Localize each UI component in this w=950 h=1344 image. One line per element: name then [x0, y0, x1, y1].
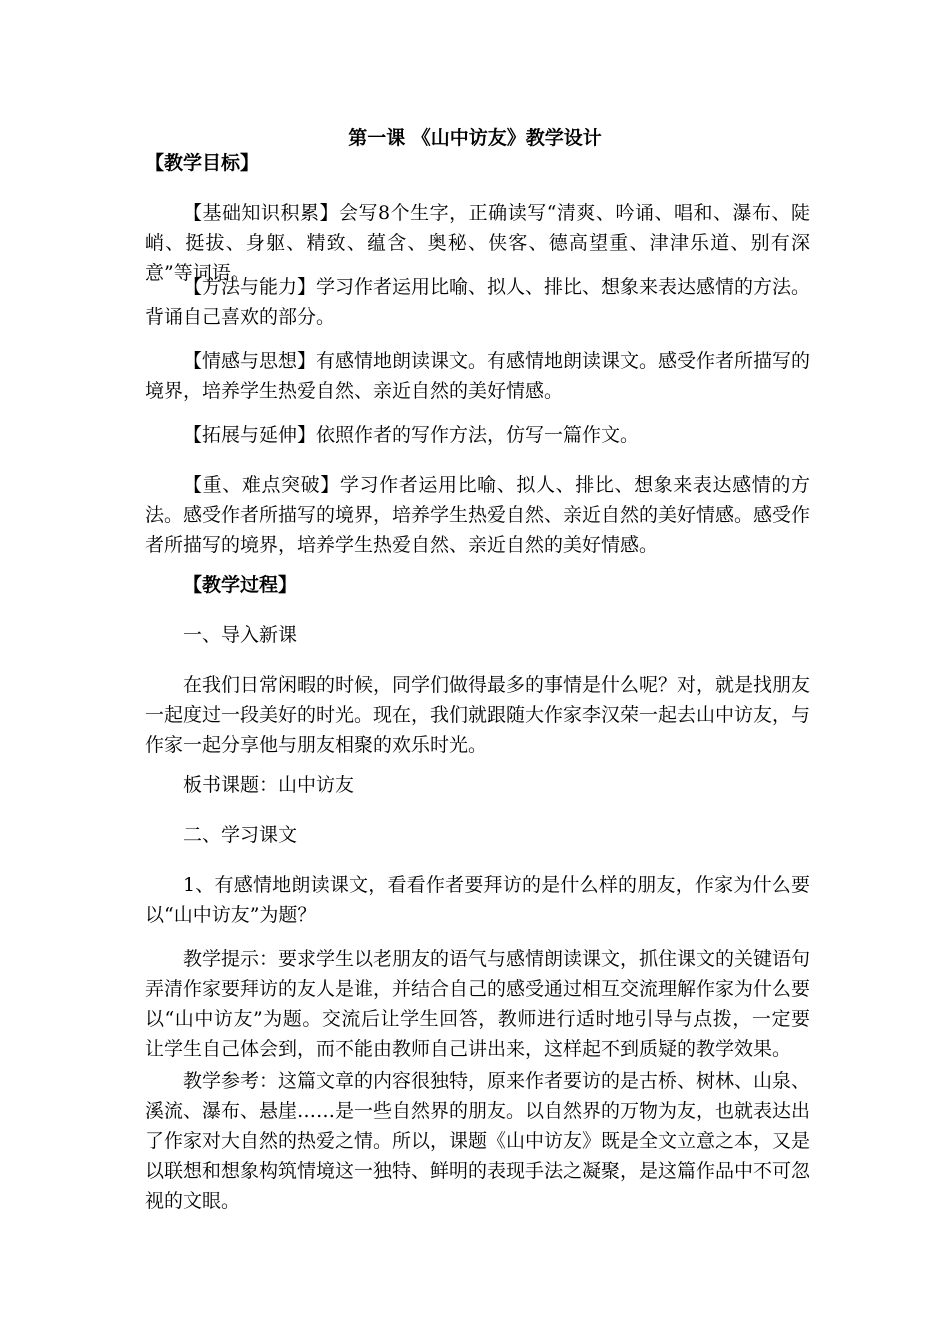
- objectives-heading: 【教学目标】: [145, 152, 260, 174]
- paragraph-teaching-reference: 教学参考：这篇文章的内容很独特，原来作者要访的是古桥、树林、山泉、溪流、瀑布、悬崖……是一些自然界的朋友。以自然界的万物为友，也就表达出了作家对大自然的热爱之情。所以，课题《山中访友》既是全文立意之本，又是以联想和想象构筑情境这一独特、鲜明的表现手法之凝聚，是这篇作品中不可忽视的文眼。: [145, 1070, 811, 1212]
- section-intro-heading: 一、导入新课: [183, 624, 298, 646]
- paragraph-emotion-thought: 【情感与思想】有感情地朗读课文。有感情地朗读课文。感受作者所描写的境界，培养学生热爱自然、亲近自然的美好情感。: [145, 350, 811, 402]
- paragraph-key-points: 【重、难点突破】学习作者运用比喻、拟人、排比、想象来表达感情的方法。感受作者所描写的境界，培养学生热爱自然、亲近自然的美好情感。感受作者所描写的境界，培养学生热爱自然、亲近自然的美好情感。: [145, 474, 811, 556]
- paragraph-extension: 【拓展与延伸】依照作者的写作方法，仿写一篇作文。: [183, 424, 640, 446]
- paragraph-intro: 在我们日常闲暇的时候，同学们做得最多的事情是什么呢？对，就是找朋友一起度过一段美好的时光。现在，我们就跟随大作家李汉荣一起去山中访友，与作家一起分享他与朋友相聚的欢乐时光。: [145, 674, 811, 756]
- paragraph-board-title: 板书课题：山中访友: [183, 774, 355, 796]
- teaching-process-heading: 【教学过程】: [183, 574, 298, 596]
- paragraph-method-ability: 【方法与能力】学习作者运用比喻、拟人、排比、想象来表达感情的方法。背诵自己喜欢的部分。: [145, 276, 811, 328]
- paragraph-question-1: 1、有感情地朗读课文，看看作者要拜访的是什么样的朋友，作家为什么要以“山中访友”为题？: [145, 874, 810, 926]
- section-study-heading: 二、学习课文: [183, 824, 298, 846]
- document-title: 第一课 《山中访友》教学设计: [348, 127, 602, 149]
- paragraph-teaching-tip: 教学提示：要求学生以老朋友的语气与感情朗读课文，抓住课文的关键语句弄清作家要拜访的友人是谁，并结合自己的感受通过相互交流理解作家为什么要以“山中访友”为题。交流后让学生回答，教师进行适时地引导与点拨，一定要让学生自己体会到，而不能由教师自己讲出来，这样起不到质疑的教学效果。: [145, 948, 811, 1060]
- paragraph-basic-knowledge: 【基础知识积累】会写8个生字，正确读写“清爽、吟诵、唱和、瀑布、陡峭、挺拔、身躯、精致、蕴含、奥秘、侠客、德高望重、津津乐道、别有深意”等词语。: [145, 202, 810, 284]
